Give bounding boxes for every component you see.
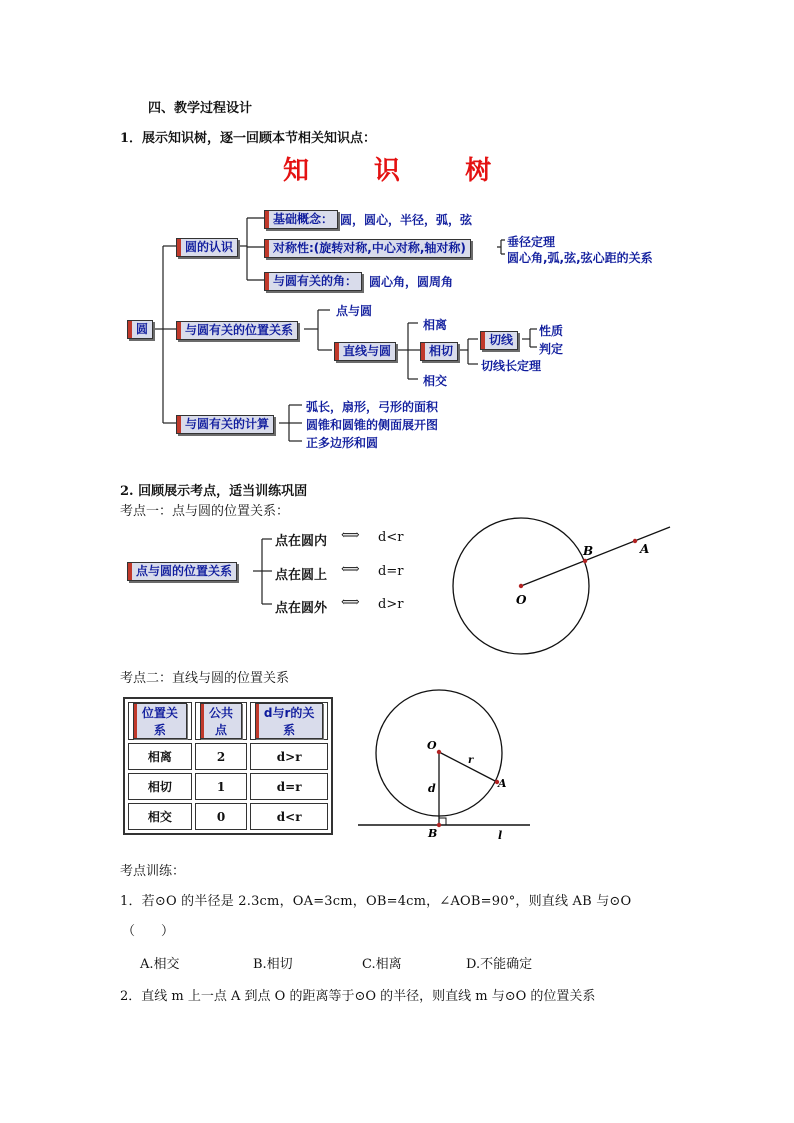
table-header-row bbox=[128, 702, 328, 740]
tree-title: 知 识 树 bbox=[283, 156, 520, 186]
node-symmetry: 对称性:(旋转对称,中心对称,轴对称) bbox=[264, 239, 471, 258]
tree-root: 圆 bbox=[127, 320, 153, 339]
table-cell: 相交 bbox=[128, 803, 192, 830]
kp2-figure bbox=[350, 688, 540, 843]
table-cell: d<r bbox=[250, 803, 328, 830]
node-calculation: 与圆有关的计算 bbox=[176, 415, 274, 434]
table-header-cell: 位置关系 bbox=[128, 702, 192, 740]
question-2: 2．直线 m 上一点 A 到点 O 的距离等于⊙O 的半径，则直线 m 与⊙O 的位置关系 bbox=[120, 989, 596, 1004]
node-point-circle: 点与圆 bbox=[336, 304, 373, 318]
node-basic-concepts-text: 圆，圆心，半径，弧，弦 bbox=[340, 213, 473, 227]
kp2-label-o: O bbox=[427, 739, 437, 752]
node-arc-area: 弧长，扇形，弓形的面积 bbox=[306, 400, 439, 414]
kp1-rel-outside: d>r bbox=[378, 597, 404, 612]
step2-heading: 2. 回顾展示考点，适当训练巩固 bbox=[120, 484, 308, 499]
node-intersect: 相交 bbox=[423, 374, 448, 388]
node-tangent-length-theorem: 切线长定理 bbox=[481, 359, 542, 373]
node-regular-polygon: 正多边形和圆 bbox=[306, 436, 379, 450]
table-header-cell: 公共点 bbox=[195, 702, 248, 740]
option-d: D.不能确定 bbox=[466, 957, 533, 972]
tree-lines bbox=[0, 0, 794, 460]
table-cell: d>r bbox=[250, 743, 328, 770]
node-circle-basics: 圆的认识 bbox=[176, 238, 238, 257]
option-c: C.相离 bbox=[362, 957, 402, 972]
practice-title: 考点训练： bbox=[120, 864, 186, 879]
section-heading: 四、教学过程设计 bbox=[148, 101, 253, 116]
table-cell: 2 bbox=[195, 743, 248, 770]
table-header-cell: d与r的关系 bbox=[250, 702, 328, 740]
kp1-box: 点与圆的位置关系 bbox=[127, 562, 237, 581]
kp1-arrow-inside: ⟺ bbox=[341, 528, 360, 543]
node-tangent: 相切 bbox=[420, 342, 458, 361]
kp2-label-r: r bbox=[468, 755, 474, 766]
kp2-table bbox=[123, 697, 333, 835]
kp1-rel-on: d=r bbox=[378, 564, 404, 579]
node-cone: 圆锥和圆锥的侧面展开图 bbox=[306, 418, 439, 432]
table-row bbox=[128, 743, 328, 770]
table-cell: 0 bbox=[195, 803, 248, 830]
table-cell: 相离 bbox=[128, 743, 192, 770]
option-b: B.相切 bbox=[253, 957, 293, 972]
node-criterion: 判定 bbox=[539, 342, 564, 356]
kp1-rel-inside: d<r bbox=[378, 530, 404, 545]
node-angles: 与圆有关的角： bbox=[264, 272, 362, 291]
table-row bbox=[128, 803, 328, 830]
option-a: A.相交 bbox=[140, 957, 180, 972]
node-central-angle-relations: 圆心角,弧,弦,弦心距的关系 bbox=[507, 251, 653, 265]
question-1-blank: （ ） bbox=[122, 924, 175, 939]
kp2-title: 考点二：直线与圆的位置关系 bbox=[120, 671, 290, 686]
kp1-label-a: A bbox=[640, 542, 650, 556]
kp2-point-o bbox=[437, 750, 441, 754]
node-basic-concepts: 基础概念： bbox=[264, 210, 338, 229]
kp1-row-outside: 点在圆外 bbox=[275, 601, 328, 616]
kp2-label-a: A bbox=[498, 777, 507, 790]
node-position-relations: 与圆有关的位置关系 bbox=[176, 321, 298, 340]
node-separate: 相离 bbox=[423, 318, 448, 332]
kp2-label-b: B bbox=[428, 827, 438, 840]
node-line-circle: 直线与圆 bbox=[334, 342, 396, 361]
table-cell: 1 bbox=[195, 773, 248, 800]
kp2-label-d: d bbox=[428, 782, 436, 795]
step1-heading: 1．展示知识树，逐一回顾本节相关知识点： bbox=[120, 131, 377, 146]
node-angles-text: 圆心角，圆周角 bbox=[369, 275, 454, 289]
kp1-row-on: 点在圆上 bbox=[275, 568, 328, 583]
kp1-point-o bbox=[519, 584, 523, 588]
node-tangent-line: 切线 bbox=[480, 331, 518, 350]
kp1-arrow-on: ⟺ bbox=[341, 562, 360, 577]
kp1-point-a bbox=[633, 539, 637, 543]
question-1: 1．若⊙O 的半径是 2.3cm，OA=3cm，OB=4cm，∠AOB=90°，则直线 AB 与⊙O bbox=[120, 894, 632, 909]
table-cell: 相切 bbox=[128, 773, 192, 800]
table-row bbox=[128, 773, 328, 800]
kp1-title: 考点一：点与圆的位置关系： bbox=[120, 504, 290, 519]
node-perpendicular-theorem: 垂径定理 bbox=[507, 235, 556, 249]
kp2-label-l: l bbox=[498, 829, 503, 842]
kp1-point-b bbox=[583, 559, 587, 563]
kp2-point-b bbox=[437, 823, 441, 827]
kp1-ray bbox=[521, 527, 670, 586]
kp1-arrow-outside: ⟺ bbox=[341, 595, 360, 610]
kp1-label-b: B bbox=[583, 544, 594, 558]
kp1-label-o: O bbox=[516, 593, 527, 607]
kp1-figure bbox=[440, 515, 680, 665]
node-property: 性质 bbox=[539, 324, 564, 338]
kp1-row-inside: 点在圆内 bbox=[275, 534, 328, 549]
table-cell: d=r bbox=[250, 773, 328, 800]
